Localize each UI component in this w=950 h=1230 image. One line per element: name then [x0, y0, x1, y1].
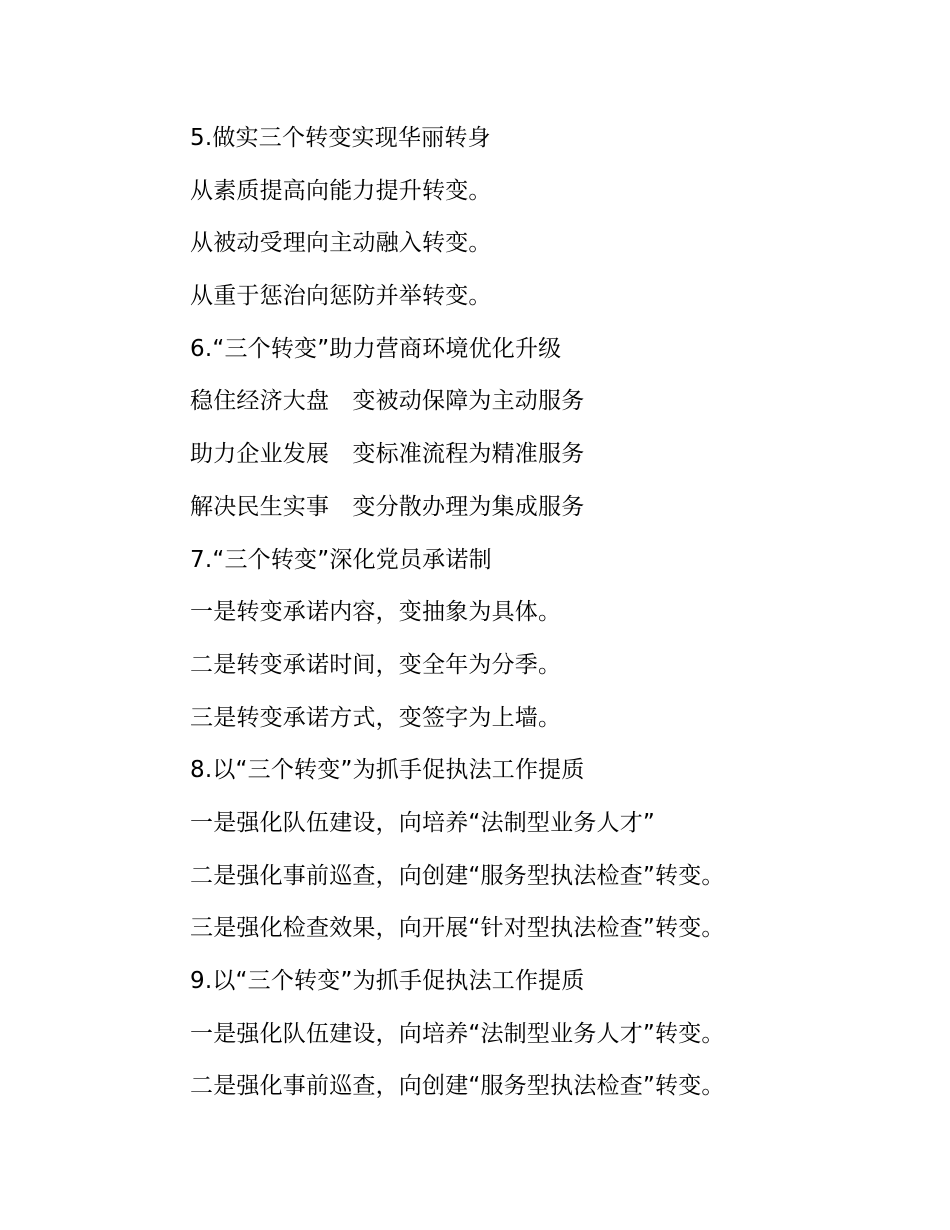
paragraph-line: 从重于惩治向惩防并举转变。: [190, 283, 492, 310]
section-heading-5: 5.做实三个转变实现华丽转身: [190, 125, 491, 151]
paragraph-line: 一是强化队伍建设，向培养“法制型业务人才”转变。: [190, 1020, 725, 1047]
paragraph-line: 从被动受理向主动融入转变。: [190, 230, 492, 257]
paragraph-line: 二是强化事前巡查，向创建“服务型执法检查”转变。: [190, 862, 725, 889]
paragraph-line: 二是转变承诺时间，变全年为分季。: [190, 651, 562, 678]
paragraph-line: 从素质提高向能力提升转变。: [190, 177, 492, 204]
section-heading-8: 8.以“三个转变”为抓手促执法工作提质: [190, 757, 585, 784]
paragraph-line: 三是强化检查效果，向开展“针对型执法检查”转变。: [190, 915, 725, 942]
paragraph-line: 助力企业发展 变标准流程为精准服务: [190, 441, 585, 468]
section-heading-9: 9.以“三个转变”为抓手促执法工作提质: [190, 968, 585, 994]
paragraph-line: 三是转变承诺方式，变签字为上墙。: [190, 704, 562, 731]
document-page: [190, 112, 890, 1113]
paragraph-line: 稳住经济大盘 变被动保障为主动服务: [190, 388, 585, 415]
paragraph-line: 一是转变承诺内容，变抽象为具体。: [190, 599, 562, 626]
paragraph-line: 解决民生实事 变分散办理为集成服务: [190, 493, 585, 520]
section-heading-6: 6.“三个转变”助力营商环境优化升级: [190, 335, 562, 362]
paragraph-line: 二是强化事前巡查，向创建“服务型执法检查”转变。: [190, 1073, 725, 1100]
paragraph-line: 一是强化队伍建设，向培养“法制型业务人才”: [190, 809, 656, 836]
section-heading-7: 7.“三个转变”深化党员承诺制: [190, 546, 492, 573]
